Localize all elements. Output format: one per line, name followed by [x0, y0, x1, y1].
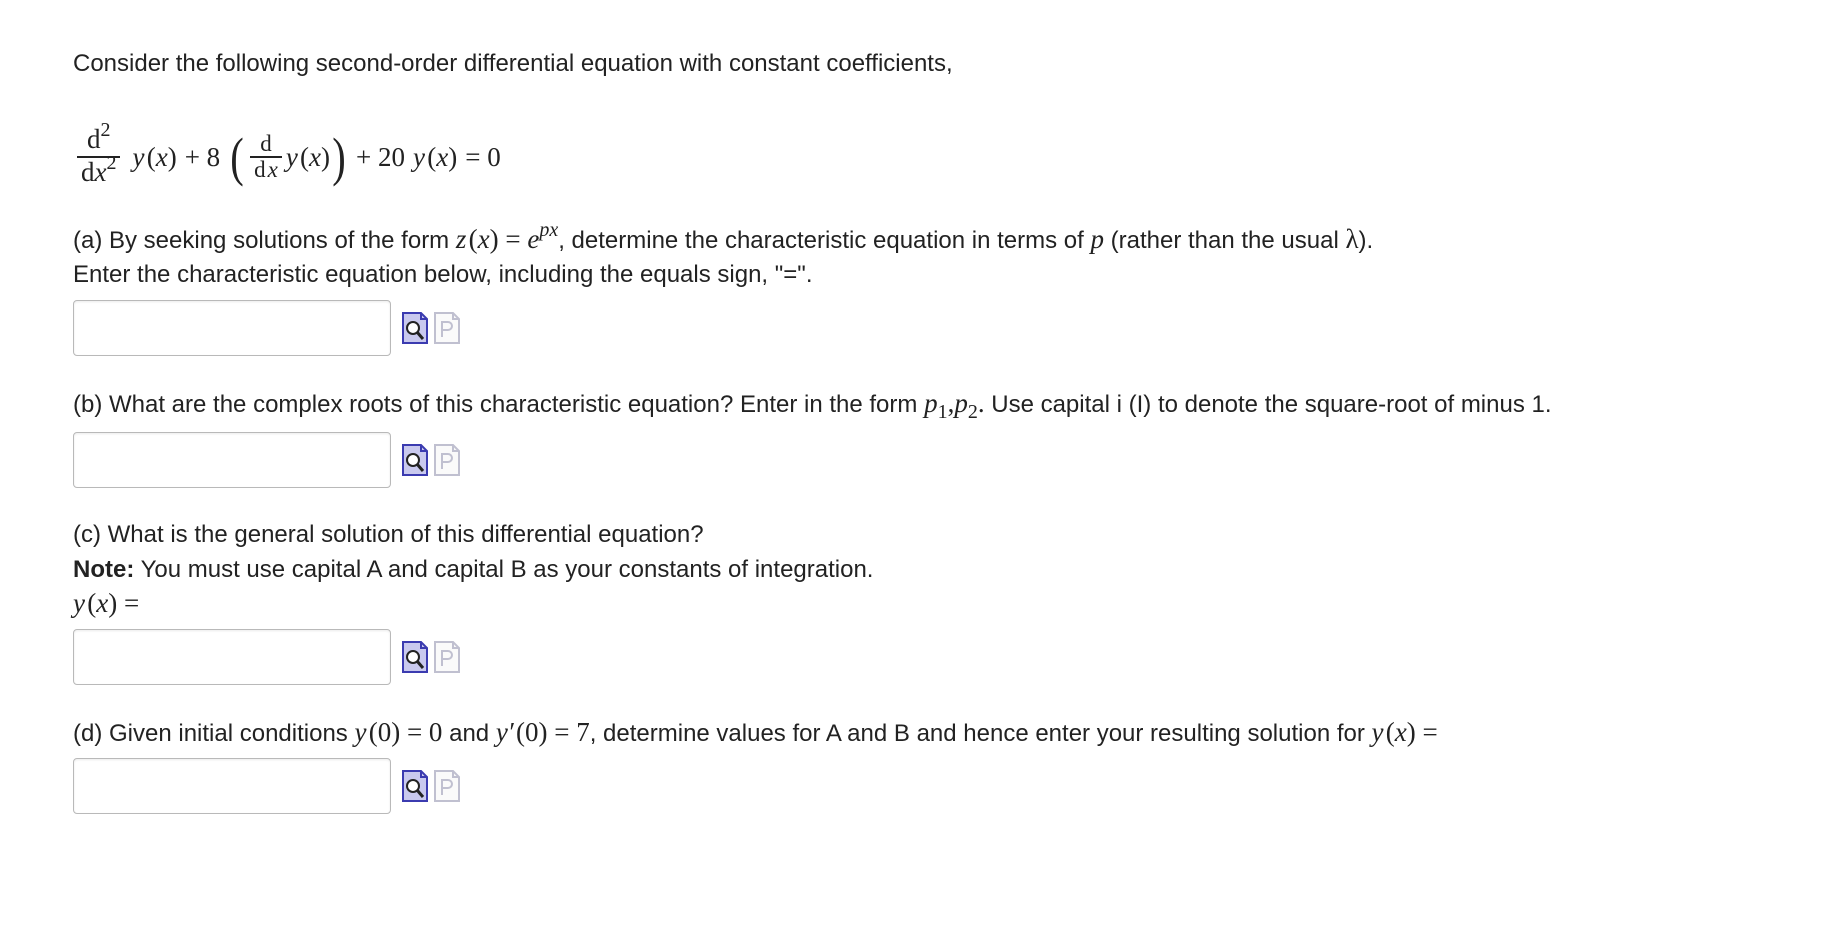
part-b-answer-row: [73, 432, 461, 488]
part-a-prompt: (a) By seeking solutions of the form z $(x) = e^{px}$, determine the characteristic equation in terms of p (rather than the usual λ).: [73, 219, 1374, 254]
formula-palette-icon[interactable]: [433, 769, 461, 803]
coefficient-20: + 20: [356, 141, 405, 172]
intro-text: Consider the following second-order differential equation with constant coefficients,: [73, 50, 953, 77]
coefficient-8: + 8: [184, 141, 221, 172]
preview-icon[interactable]: [401, 311, 429, 345]
y-of-x-term: y (x): [413, 141, 458, 172]
formula-palette-icon[interactable]: [433, 640, 461, 674]
part-c-answer-input[interactable]: [73, 629, 391, 685]
part-a-answer-row: [73, 300, 461, 356]
preview-icon[interactable]: [401, 443, 429, 477]
first-derivative-operator: $\frac{d}{\text{d x}}$: [250, 132, 282, 182]
y-of-x: y (x): [132, 141, 177, 172]
formula-palette-icon[interactable]: [433, 443, 461, 477]
part-c-answer-row: [73, 629, 461, 685]
differential-equation: $\frac{d^2}{dx^2}$ y (x) + 8 ( $\frac{d}{\text{d x}}$ y (x) ) + 20 y (x) = 0: [73, 112, 501, 202]
part-a-instruction: Enter the characteristic equation below, including the equals sign, "=".: [73, 261, 813, 288]
part-b-prompt: (b) What are the complex roots of this characteristic equation? Enter in the form $p_1,p_2$. Use capital i (I) to denote the square-root of minus 1.: [73, 388, 1552, 423]
part-c-note: Note: You must use capital A and capital B as your constants of integration.: [73, 556, 874, 583]
part-d-answer-row: [73, 758, 461, 814]
part-d-answer-input[interactable]: [73, 758, 391, 814]
part-a-answer-input[interactable]: [73, 300, 391, 356]
y-of-x-inner: y (x): [285, 141, 331, 172]
part-c-prompt: (c) What is the general solution of this differential equation?: [73, 521, 704, 548]
formula-palette-icon[interactable]: [433, 311, 461, 345]
part-d-prompt: (d) Given initial conditions y (0) = 0 and y′ (0) = 7, determine values for A and B and hence enter your resulting solution for y (x) =: [73, 717, 1438, 747]
preview-icon[interactable]: [401, 640, 429, 674]
part-c-y-label: y (x) =: [73, 588, 140, 618]
second-derivative-operator: $\frac{d^2}{dx^2}$: [77, 125, 120, 189]
preview-icon[interactable]: [401, 769, 429, 803]
part-b-answer-input[interactable]: [73, 432, 391, 488]
equation-rhs: = 0: [465, 141, 501, 172]
